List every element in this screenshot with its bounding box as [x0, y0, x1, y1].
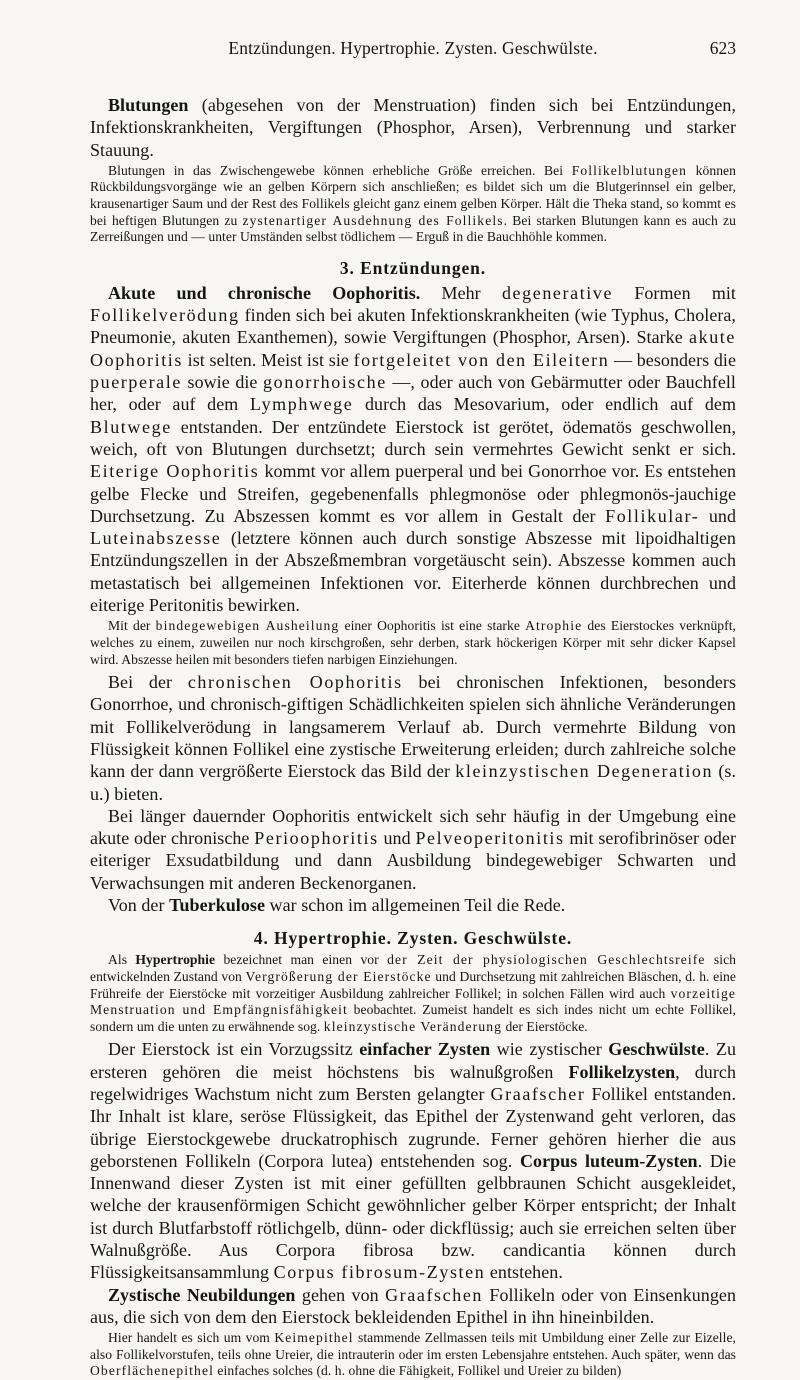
text-run: Mit der [108, 618, 156, 634]
term-bold: einfacher Zysten [359, 1039, 491, 1060]
paragraph-neubildungen [90, 1284, 736, 1329]
paragraph-zysten [90, 1038, 736, 1283]
term-bold: Corpus luteum-Zysten [519, 1150, 698, 1171]
text-run: sowie die [181, 372, 264, 393]
text-run: Follikeln oder von Einsenkungen aus, die sich von dem den Eierstock bekleidenden Epithel in ihn hineinbilden. [90, 1284, 736, 1327]
text-run: Mehr [420, 282, 502, 303]
text-run: —, oder auch von Gebärmutter oder Bauchfell her, oder auf dem [90, 372, 736, 415]
term-spaced: Atrophie [525, 618, 583, 634]
text-run: bezeichnet man einen vor [215, 952, 388, 968]
text-run: und [699, 505, 736, 526]
term-spaced: puerperale [90, 372, 182, 393]
term-spaced: Follikelblutungen [571, 162, 688, 178]
term-bold: Tuberkulose [169, 895, 265, 916]
text-run: der Eierstöcke. [502, 1018, 588, 1034]
term-spaced: Graafscher [490, 1083, 586, 1104]
term-spaced: der Zeit der physiologischen Geschlechtsreife [387, 952, 706, 968]
term-bold: Hypertrophie [135, 952, 216, 968]
term-spaced: degenerative [501, 282, 614, 303]
text-run: entstehen. [485, 1262, 563, 1283]
term-spaced: akute Oophoritis [90, 327, 736, 370]
text-run: stammende Zellmassen teils mit Umbildung einer Zelle zur Eizelle, also Follikelvorstufen, teils ohne Ureier, die intrauterin oder im ersten Lebensjahre entstehen. Auch später, wenn das [90, 1330, 736, 1362]
note-ausheilung [90, 618, 736, 668]
term-spaced: Lymphwege [249, 394, 354, 415]
text-run: Follikel entstanden. Ihr Inhalt ist klare, seröse Flüssigkeit, das Epithel der Zystenwand geht verloren, das übrige Eierstockgewebe druckatrophisch zugrunde. Ferner gehören hierher die aus geborstenen Follikeln (Corpora lutea) entstehenden sog. [90, 1083, 736, 1171]
section-heading-entzuendungen: 3. Entzündungen. [339, 257, 487, 278]
text-run: kommt vor allem puerperal und bei Gonorrhoe vor. Es entstehen gelbe Flecke und Streifen, gegebenenfalls phlegmonöse oder phlegmonös-jauchige Durchsetzung. Zu Abszessen kommt es vor allem in Gestalt der [90, 461, 736, 526]
term-spaced: Corpus fibrosum-Zysten [273, 1262, 486, 1283]
text-run: war schon im allgemeinen Teil die Rede. [264, 895, 566, 916]
term-spaced: chronischen Oophoritis [187, 672, 403, 693]
paragraph-blutungen [90, 94, 736, 161]
term-spaced: Pelveoperitonitis [415, 828, 565, 849]
text-run: Formen mit [613, 282, 736, 303]
paragraph-perioophoritis [90, 805, 736, 894]
term-spaced: kleinzystische Veränderung [323, 1018, 503, 1034]
text-run: . Die Innenwand dieser Zysten ist mit einer gefüllten gelbbraunen Schicht ausgekleidet, welche der krausenförmigen Schicht gewöhnlicher gelber Körper entspricht; der Inhalt ist durch Blutfarbstoff rötlichgelb, dünn- oder dickflüssig; auch sie erreichen selten über Walnußgröße. Aus Corpora fibrosa bzw. candicantia können durch Flüssigkeitsansammlung [90, 1150, 736, 1283]
text-run: (s. u.) bieten. [90, 761, 736, 804]
term-spaced: Keimepithel [274, 1330, 354, 1346]
text-run: einer Oophoritis ist eine starke [339, 618, 526, 634]
running-head-title: Entzündungen. Hypertrophie. Zysten. Geschwülste. [228, 38, 598, 58]
text-run: und [378, 828, 416, 849]
text-run: ist selten. Meist ist sie [183, 349, 354, 370]
text-run: einfaches solches (d. h. ohne die Fähigkeit, Follikel und Ureier zu bilden) [213, 1363, 622, 1379]
text-run: des Eierstockes verknüpft, welches zu einem, zuweilen nur noch kirschgroßen, sehr derben, stark höckerigen Körper mit sehr dicker Kapsel wird. Abszesse heilen mit besonders tiefen narbigen Einziehungen. [90, 618, 736, 667]
term-spaced: Oberflächenepithel [90, 1363, 214, 1379]
running-head [90, 38, 736, 66]
term-spaced: vorzeitige Menstruation und Empfängnisfähigkeit [90, 985, 736, 1018]
term-bold: Follikelzysten [568, 1061, 676, 1082]
term-spaced: kleinzystischen Degeneration [455, 761, 714, 782]
text-run: gehen von [295, 1284, 386, 1305]
term-bold: Akute und chronische Oophoritis. [108, 282, 421, 303]
page-body [90, 94, 736, 1380]
section-heading-hypertrophie: 4. Hypertrophie. Zysten. Geschwülste. [253, 928, 573, 949]
paragraph-oophoritis [90, 282, 736, 616]
text-run: — besonders die [609, 349, 736, 370]
text-run: wie zystischer [490, 1039, 609, 1060]
text-run: mit serofibrinöser oder eiteriger Exsudatbildung und dann Ausbildung bindegewebiger Schwarten und Verwachsungen mit anderen Beckenorganen. [90, 828, 737, 893]
term-spaced: Luteinabszesse [90, 528, 222, 549]
term-spaced: Graafschen [385, 1284, 484, 1305]
term-spaced: Eiterige Oophoritis [90, 461, 260, 482]
text-run: Blutungen in das Zwischengewebe können erhebliche Größe erreichen. Bei [108, 162, 572, 178]
text-run: . Bei starken Blutungen kann es auch zu Zerreißungen und — unter Umständen selbst tödlichem — Erguß in die Bauchhöhle kommen. [90, 212, 736, 245]
text-run: bei chronischen Infektionen, besonders Gonorrhoe, und chronisch-giftigen Schädlichkeiten spielen sich ähnliche Veränderungen mit Follikelverödung in langsamerem Verlauf ab. Durch vermehrte Bildung von Flüssigkeit können Follikel eine zystische Erweiterung erleiden; durch zahlreiche solche kann der dann vergrößerte Eierstock das Bild der [90, 672, 737, 782]
text-run: Von der [108, 895, 170, 916]
term-spaced: Blutwege [90, 416, 172, 437]
term-spaced: Perioophoritis [254, 828, 379, 849]
text-run: durch das Mesovarium, oder endlich auf dem [353, 394, 736, 415]
term-spaced: Follikular- [605, 505, 700, 526]
text-run: Bei länger dauernder Oophoritis entwickelt sich sehr häufig in der Umgebung eine akute oder chronische [90, 805, 736, 849]
term-spaced: Follikelverödung [90, 305, 240, 326]
text-run: Als [108, 952, 136, 968]
note-hypertrophie [90, 952, 736, 1035]
text-run: finden sich bei akuten Infektionskrankheiten (wie Typhus, Cholera, Pneumonie, akuten Exanthemen), sowie Vergiftungen (Phosphor, Arsen). Starke [90, 305, 736, 348]
term-bold: Zystische Neubildungen [108, 1284, 296, 1305]
text-run: Der Eierstock ist ein Vorzugssitz [108, 1039, 360, 1060]
paragraph-chronische-oophoritis [90, 671, 736, 805]
paragraph-tuberkulose [90, 894, 736, 916]
term-bold: Blutungen [108, 95, 189, 115]
text-run: (abgesehen von der Menstruation) finden sich bei Entzündungen, Infektionskrankheiten, Vergiftungen (Phosphor, Arsen), Verbrennung und starker Stauung. [90, 95, 736, 160]
term-spaced: bindegewebigen Ausheilung [155, 618, 340, 634]
text-run: sich entwickelnden Zustand von [90, 952, 736, 984]
text-run: entstanden. Der entzündete Eierstock ist gerötet, ödematös geschwollen, weich, oft von Blutungen durchsetzt; durch sein vermehrtes Gewicht senkt er sich. [90, 416, 736, 459]
term-bold: Geschwülste [608, 1039, 705, 1060]
text-run: Hier handelt es sich um vom [108, 1330, 275, 1346]
text-run: können Rückbildungsvorgänge wie an gelben Körpern sich anschließen; es bildet sich um die Blutgerinnsel ein gelber, krausenartiger Saum und der Rest des Follikels gleicht ganz einem gelben Körper. Hält die Theka stand, so kommt es bei heftigen Blutungen zu [90, 162, 736, 228]
text-run: (letztere können auch durch sonstige Abszesse mit lipoidhaltigen Entzündungszellen in der Abszeßmembran vorgetäuscht sein). Abszesse kommen auch metastatisch bei allgemeinen Infektionen vor. Eiterherde können durchbrechen und eiterige Peritonitis bewirken. [90, 528, 736, 616]
text-run: beobachtet. Zumeist handelt es sich indes nicht um echte Follikel, sondern um die unten zu erwähnende sog. [90, 1002, 736, 1034]
text-run: und Durchsetzung mit zahlreichen Bläschen, d. h. eine Frühreife der Eierstöcke mit vorzeitiger Ausbildung zahlreicher Follikel; in solchen Fällen wird auch [90, 968, 736, 1001]
text-run: Bei der [108, 672, 188, 693]
text-run: , durch regelwidriges Wachstum nicht zum Bersten gelangter [90, 1061, 736, 1104]
term-spaced: fortgeleitet von den Eileitern [353, 349, 610, 370]
note-keimepithel [90, 1330, 736, 1380]
term-spaced: gonorrhoische [263, 372, 387, 393]
note-follikelblutungen [90, 163, 736, 246]
text-run: . Zu ersteren gehören die meist höchstens bis walnußgroßen [90, 1039, 736, 1082]
page-number: 623 [709, 38, 736, 58]
term-spaced: zystenartiger Ausdehnung des Follikels [242, 212, 504, 228]
term-spaced: Vergrößerung der Eierstöcke [245, 968, 432, 984]
